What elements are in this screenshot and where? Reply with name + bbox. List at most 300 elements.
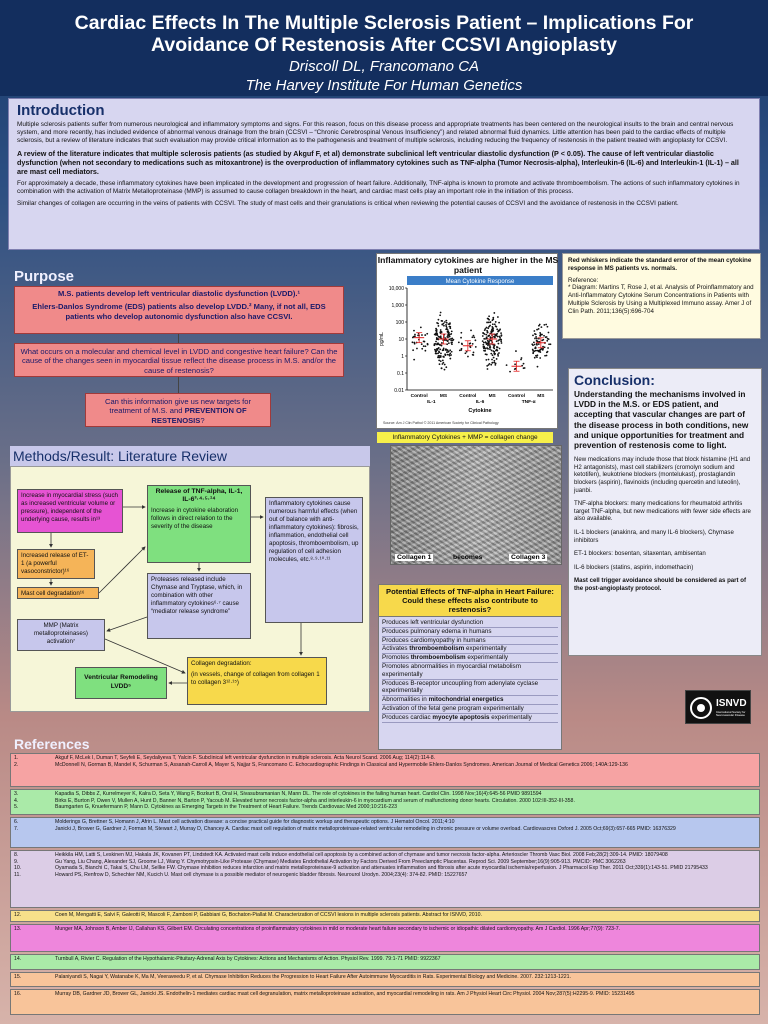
data-point [470, 329, 472, 331]
whisker-note [562, 253, 761, 339]
data-point [435, 328, 437, 330]
data-point [534, 344, 536, 346]
reference-item [14, 956, 755, 963]
data-point [444, 369, 446, 371]
data-point [485, 338, 487, 340]
y-tick-label: 1 [401, 354, 404, 360]
reference-group [10, 850, 760, 908]
isnvd-logo [685, 690, 751, 724]
reference-number: 7. [14, 825, 19, 832]
data-point [535, 346, 537, 348]
reference-number: 13. [14, 926, 22, 932]
reference-number: 6. [14, 819, 19, 825]
data-point [445, 366, 447, 368]
chart-title: Mean Cytokine Response [445, 279, 515, 285]
data-point [416, 348, 418, 350]
methods-heading: Methods/Result: Literature Review [10, 446, 370, 466]
data-point [536, 340, 538, 342]
data-point [423, 345, 425, 347]
reference-group [10, 789, 760, 815]
data-point [539, 351, 541, 353]
data-point [501, 342, 503, 344]
data-point [497, 336, 499, 338]
data-point [448, 350, 450, 352]
data-point [464, 352, 466, 354]
data-point [514, 363, 516, 365]
data-point [439, 314, 441, 316]
tnf-effect-item [382, 619, 558, 628]
data-point [532, 349, 534, 351]
data-point [450, 338, 452, 340]
data-point [483, 346, 485, 348]
purpose-box-3-line1: Can this information give us new targets for treatment of M.S. and [104, 397, 252, 416]
data-point [467, 356, 469, 358]
data-point [487, 368, 489, 370]
data-point [493, 346, 495, 348]
data-point [484, 328, 486, 330]
data-point [498, 322, 500, 324]
data-point [441, 320, 443, 322]
data-point [438, 351, 440, 353]
data-point [515, 350, 517, 352]
tnf-effect-item [382, 628, 558, 637]
data-point [446, 322, 448, 324]
data-point [486, 330, 488, 332]
collagen-micrograph [390, 445, 562, 565]
conclusion-heading: Conclusion: [574, 372, 655, 388]
data-point [420, 326, 422, 328]
data-point [439, 363, 441, 365]
collagen-label-mid: becomes [453, 554, 483, 561]
data-point [546, 340, 548, 342]
data-point [449, 352, 451, 354]
data-point [489, 321, 491, 323]
reference-item [14, 991, 755, 998]
purpose-box-1-line2: Ehlers-Danlos Syndrome (EDS) patients also develop LVDD.² Many, if not all, EDS patients who develop autonomic dysfunction also have CCSVI. [32, 302, 326, 321]
data-point [475, 339, 477, 341]
data-point [487, 327, 489, 329]
collagen-label-3: Collagen 3 [511, 554, 546, 561]
data-point [492, 323, 494, 325]
collagen-caption: Inflammatory Cytokines + MMP = collagen change [377, 432, 553, 443]
data-point [535, 336, 537, 338]
data-point [444, 321, 446, 323]
flow-tnf-body: Increase in cytokine elaboration follows in direct relation to the severity of the disease [151, 507, 239, 530]
data-point [441, 367, 443, 369]
data-point [482, 344, 484, 346]
data-point [435, 341, 437, 343]
data-point [460, 337, 462, 339]
data-point [497, 316, 499, 318]
data-point [425, 345, 427, 347]
data-point [489, 346, 491, 348]
data-point [483, 338, 485, 340]
institute: The Harvey Institute For Human Genetics [245, 77, 523, 94]
reference-item [14, 852, 755, 859]
methods-flowchart [10, 466, 370, 712]
x-group-label: IL-1 [427, 400, 436, 405]
data-point [452, 339, 454, 341]
data-point [447, 354, 449, 356]
whisker-note-heading: Red whiskers indicate the standard error of the mean cytokine response in MS patients vs. normals. [568, 257, 752, 272]
conclusion-lead: Understanding the mechanisms involved in LVDD in the M.S. or EDS patient, and accepting that vascular changes are part of the disease process in both conditions, new and unique opportunities for treatment and prevention of restenosis come to light. [574, 389, 749, 451]
data-point [436, 353, 438, 355]
data-point [532, 334, 534, 336]
data-point [486, 322, 488, 324]
data-point [523, 363, 525, 365]
data-point [491, 350, 493, 352]
data-point [543, 324, 545, 326]
reference-number: 4. [14, 797, 19, 804]
data-point [483, 342, 485, 344]
data-point [491, 359, 493, 361]
intro-paragraph-4: Similar changes of collagen are occurring in the veins of patients with CCSVI. The study of mast cells and their granulations is critical when reviewing the potential causes of CCSVI and the avoidance of restenosis in the CCSVI patient. [17, 200, 679, 207]
tnf-effect-emphasis: thromboembolism [410, 654, 466, 662]
data-point [538, 328, 540, 330]
data-point [495, 334, 497, 336]
reference-number: 5. [14, 804, 19, 811]
reference-item [14, 797, 755, 805]
purpose-box-1-line1: M.S. patients develop left ventricular diastolic dysfunction (LVDD).¹ [57, 289, 301, 298]
data-point [540, 334, 542, 336]
tnf-effects-panel [378, 584, 562, 750]
reference-number: 11. [14, 871, 21, 878]
reference-text: Gu Yang, Liu Chang, Alexander SJ, Groome LJ, Wang Y. Chymotrypsin-Like Protease (Chymase) Mediates Endothelial Activation by Factors Derived From Preeclamptic Placentas. Reprod Sci. 2009 September;16(9):905-913. PMCID: PMC 3062263 [55, 858, 626, 865]
reference-text: Turnbull A, Rivier C. Regulation of the Hypothalamic-Pituitary-Adrenal Axis by Cytokines: Actions and Mechanisms of Action. Physiol Rev. 1999. 79:1-71 PMID: 9922367 [55, 956, 441, 962]
data-point [438, 359, 440, 361]
reference-text: Janicki J, Brower G, Gardner J, Forman M, Stewart J, Murray D, Chancey A. Cardiac mast cell regulation of matrix metalloproteinase-related ventricular remodeling in chronic pressure or volume overload. Cardiovascres Oxford J. 2005 Oct;69(3):657-665 PMID: 16376329 [55, 825, 676, 832]
data-point [494, 353, 496, 355]
data-point [487, 348, 489, 350]
flow-ventricular-remodeling: Ventricular Remodeling LVDD⁵ [75, 667, 167, 699]
flow-proteases: Proteases released include Chymase and Tryptase, which, in combination with other inflammatory cytokines⁶·⁷ cause “mediator release syndrome” [147, 573, 251, 639]
tnf-effect-text: Produces left ventricular dysfunction [382, 619, 484, 626]
data-point [448, 342, 450, 344]
data-point [533, 330, 535, 332]
reference-item [14, 825, 755, 833]
data-point [487, 335, 489, 337]
data-point [438, 325, 440, 327]
reference-group [10, 753, 760, 787]
flow-inflammatory-effects: Inflammatory cytokines cause numerous harmful effects (when out of balance with anti-inflammatory cytokines): fibrosis, inflammation, endothelial cell apoptosis, thromboembolism, up regulation of cell adhesion molecules, etc.⁸·⁹·¹⁰·¹¹ [265, 497, 363, 623]
data-point [495, 362, 497, 364]
data-point [450, 340, 452, 342]
x-tick-label: MS [537, 394, 545, 399]
data-point [424, 334, 426, 336]
data-point [550, 343, 552, 345]
reference-text: Oyamada S, Bianchi C, Takai S, Chu LM, Sellke FW. Chymase inhibition reduces infarction and matrix metalloproteinase-9 activation and attenuates inflammation and fibrosis after acute myocardial ischemia/reperfusion. J Pharmacol Exp Ther. 2011 Oct;339(1):143-51. PMID 21795433 [55, 865, 708, 872]
data-point [542, 346, 544, 348]
data-point [499, 336, 501, 338]
data-point [473, 336, 475, 338]
data-point [447, 340, 449, 342]
data-point [509, 371, 511, 373]
data-point [537, 366, 539, 368]
reference-item [14, 926, 755, 933]
data-point [413, 330, 415, 332]
poster-title-line2: Avoidance Of Restenosis After CCSVI Angioplasty [151, 34, 617, 56]
data-point [423, 340, 425, 342]
data-point [445, 324, 447, 326]
data-point [491, 326, 493, 328]
data-point [482, 335, 484, 337]
data-point [492, 331, 494, 333]
data-point [413, 359, 415, 361]
x-tick-label: MS [488, 394, 496, 399]
data-point [442, 362, 444, 364]
data-point [438, 319, 440, 321]
data-point [538, 325, 540, 327]
purpose-arrow-2 [178, 377, 179, 393]
tnf-effect-item [382, 645, 558, 654]
purpose-box-3 [85, 393, 271, 427]
data-point [470, 346, 472, 348]
whisker-note-ref-label: Reference: [568, 276, 599, 284]
data-point [488, 319, 490, 321]
tnf-effect-emphasis: thromboembolism [409, 645, 465, 653]
data-point [548, 332, 550, 334]
data-point [495, 321, 497, 323]
data-point [536, 329, 538, 331]
data-point [542, 339, 544, 341]
reference-text: Akguf F, McLek I, Duman T, Seyfeli E, Seydaliyeva T, Yalcin F. Subclinical left ventricular dysfunction in multiple sclerosis. Acta Neurol Scand. 2006 Aug; 114(2):114-8. [55, 755, 436, 761]
reference-text: Heikkila HM, Latti S, Leskinen MJ, Hakala JK, Kovanen PT, Lindstedt KA. Activated mast cells induce endothelial cell apoptosis by a combined action of chymase and tumor necrosis factor-alpha. Arterioscler Thromb Vasc Biol. 2008 Feb;28(2):309-14. PMID: 18079408 [55, 852, 668, 858]
data-point [488, 359, 490, 361]
data-point [489, 348, 491, 350]
tnf-effect-item [382, 705, 558, 714]
reference-text: Molderings G, Brettner S, Homann J, Afrin L. Mast cell activation disease: a concise practical guide for diagnostic workup and therapeutic options. J Hematol Oncol. 2011;4:10 [55, 819, 455, 825]
data-point [412, 349, 414, 351]
tnf-effect-text: Promotes [382, 654, 411, 662]
data-point [475, 346, 477, 348]
reference-group [10, 924, 760, 952]
data-point [446, 327, 448, 329]
data-point [440, 352, 442, 354]
data-point [417, 334, 419, 336]
data-point [472, 343, 474, 345]
data-point [448, 338, 450, 340]
data-point [498, 330, 500, 332]
data-point [426, 333, 428, 335]
data-point [545, 324, 547, 326]
purpose-arrow-1 [178, 334, 179, 343]
data-point [436, 348, 438, 350]
data-point [494, 364, 496, 366]
tnf-effect-text-post: experimentally [464, 645, 507, 653]
purpose-box-2: What occurs on a molecular and chemical level in LVDD and congestive heart failure? Can the cause of the changes seen in myocardial tissue reflect the disease process in M.S. and/or the cause of restenosis? [14, 343, 344, 377]
reference-number: 12. [14, 912, 22, 918]
data-point [497, 343, 499, 345]
data-point [444, 364, 446, 366]
data-point [487, 332, 489, 334]
data-point [546, 351, 548, 353]
collagen-label-1: Collagen 1 [397, 554, 432, 561]
data-point [533, 341, 535, 343]
data-point [439, 348, 441, 350]
data-point [488, 315, 490, 317]
data-point [449, 326, 451, 328]
reference-text: Howard PS, Renfrow D, Schechter NM, Kucich U. Mast cell chymase is a possible mediator of neurogenic bladder fibrosis. Neurourol Urodyn. 2004;23(4): 374-82. PMID: 15227657 [55, 871, 468, 878]
reference-number: 9. [14, 858, 19, 865]
data-point [461, 343, 463, 345]
data-point [547, 326, 549, 328]
logo-subtitle: International Society for Neurovascular Disease [716, 710, 746, 718]
tnf-effect-text: Activation of the fetal gene program experimentally [382, 704, 524, 712]
data-point [436, 334, 438, 336]
purpose-box-1 [14, 286, 344, 334]
reference-group [10, 910, 760, 922]
data-point [493, 357, 495, 359]
tnf-effect-emphasis: mitochondrial energetics [428, 696, 504, 704]
data-point [445, 339, 447, 341]
data-point [440, 329, 442, 331]
reference-text: Munger MA, Johnson B, Amber IJ, Callahan KS, Gilbert EM. Circulating concentrations of proinflammatory cytokines in mild or moderate heart failure secondary to ischemic or idiopathic dilated cardiomyopathy. Am J Cardiol. 1996 Apr;77(9): 723-7. [55, 926, 621, 932]
data-point [540, 326, 542, 328]
conclusion-p3: IL-1 blockers (anakinra, and many IL-6 blockers), Chymase inhibitors [574, 528, 734, 544]
reference-item [14, 819, 755, 826]
data-point [496, 340, 498, 342]
data-point [497, 340, 499, 342]
reference-number: 3. [14, 791, 19, 797]
data-point [421, 334, 423, 336]
data-point [489, 325, 491, 327]
intro-paragraph-1: Multiple sclerosis patients suffer from numerous neurological and inflammatory symptoms and signs. For this reason, focus on this disease process and appropriate treatments has been centered on the neurological insults to the brain and central nervous system, and more recently, has included evidence of abnormal venous drainage from the brain (CCSVI – “Chronic Cerebrospinal Venous Insufficiency”) and related abnormal fluid dynamics. Little attention has been paid to the cardiac effects of multiple sclerosis, but a review of literature indicates that such evaluation may provide critical information as to the pathogenesis and treatment of multiple sclerosis, including reducing the frequency of restenosis in the patient treated with angioplasty for CCSVI. [17, 121, 734, 144]
data-point [421, 343, 423, 345]
data-point [488, 364, 490, 366]
data-point [447, 332, 449, 334]
data-point [460, 332, 462, 334]
tnf-effect-text: Abnormalities in [382, 696, 429, 704]
flow-tnf-title: Release of TNF-alpha, IL-1, IL-6³·⁴·⁵·¹⁴ [155, 488, 243, 503]
data-point [473, 352, 475, 354]
data-point [427, 344, 429, 346]
reference-text: Baumgarten G, Knuefermann P, Mann D. Cytokines as Emerging Targets in the Treatment of Heart Failure. Trends Cardiovasc Med 2000;10:216-223 [55, 804, 398, 811]
data-point [449, 323, 451, 325]
data-point [472, 354, 474, 356]
data-point [485, 334, 487, 336]
data-point [437, 323, 439, 325]
data-point [535, 355, 537, 357]
data-point [539, 357, 541, 359]
intro-paragraph-2: A review of the literature indicates that multiple sclerosis patients (as studied by Akguf F, et al) demonstrate subclinical left ventricular diastolic dysfunction (P < 0.05). The cause of left ventricular diastolic dysfunction (when not secondary to medications such as mitoxantrone) is the overproduction of inflammatory cytokines such as TNF-alpha (Tumor Necrosis-alpha), Interleukin-6 (IL-6) and Interleukin-1 (IL-1) – all are mast cell mediators. [17, 149, 739, 176]
data-point [458, 341, 460, 343]
data-point [486, 354, 488, 356]
data-point [514, 368, 516, 370]
reference-group [10, 972, 760, 987]
data-point [435, 330, 437, 332]
data-point [449, 349, 451, 351]
tnf-effect-item [382, 680, 558, 697]
reference-item [14, 974, 755, 981]
introduction-panel [8, 98, 760, 250]
conclusion-panel [568, 368, 762, 656]
reference-number: 15. [14, 974, 22, 980]
data-point [440, 360, 442, 362]
data-point [543, 335, 545, 337]
data-point [499, 348, 501, 350]
data-point [542, 349, 544, 351]
x-tick-label: MS [439, 394, 448, 399]
reference-text: McDonnell N, Gorman B, Mandel K, Schurman S, Assanah-Carroll A, Mayer S, Najjar S, Francomano C. Echocardiographic Findings in Classical and Hypermobile Ehlers-Danlos Syndromes. American Journal of Medical Genetics 2006; 140A:129-136 [55, 761, 628, 768]
reference-text: Coen M, Mengatti E, Salvi F, Galeotti R, Mascoli F, Zamboni P, Gabbiani G, Bochaton-Piallat M. Characterization of CCSVI lesions in multiple sclerosis patients. Abstract for ISNVD, 2010. [55, 912, 482, 918]
x-group-label: IL-6 [475, 400, 485, 405]
x-axis-label: Cytokine [468, 408, 492, 414]
reference-group [10, 989, 760, 1015]
tnf-effect-item [382, 663, 558, 680]
reference-item [14, 912, 755, 919]
tnf-effect-text: Activates [382, 645, 410, 653]
y-tick-label: 0.1 [397, 371, 404, 377]
data-point [521, 357, 523, 359]
data-point [435, 351, 437, 353]
data-point [449, 336, 451, 338]
data-point [495, 325, 497, 327]
data-point [492, 319, 494, 321]
data-point [421, 348, 423, 350]
x-tick-label: Control [459, 394, 477, 399]
tnf-effect-emphasis: myocyte apoptosis [432, 713, 490, 721]
data-point [451, 351, 453, 353]
data-point [496, 346, 498, 348]
data-point [496, 358, 498, 360]
data-point [540, 349, 542, 351]
reference-group [10, 817, 760, 848]
cytokine-chart [377, 276, 559, 420]
data-point [490, 331, 492, 333]
data-point [497, 355, 499, 357]
reference-item [14, 804, 755, 811]
data-point [500, 340, 502, 342]
data-point [439, 344, 441, 346]
tnf-effect-text: Produces B-receptor uncoupling from adenylate cyclase experimentally [382, 679, 539, 695]
data-point [449, 358, 451, 360]
flow-mmp-activation: MMP (Matrix metalloproteinases) activation⁷ [17, 619, 105, 651]
data-point [436, 343, 438, 345]
logo-name: ISNVD [716, 698, 747, 709]
data-point [485, 359, 487, 361]
data-point [469, 343, 471, 345]
data-point [439, 331, 441, 333]
data-point [493, 312, 495, 314]
data-point [493, 360, 495, 362]
tnf-effect-item [382, 714, 558, 723]
intro-paragraph-3: For approximately a decade, these inflammatory cytokines have been implicated in the development and progression of heart failure. Additionally, TNF-alpha is known to promote and activate thromboembolism. The actions of such inflammatory cytokines in combination with the activation of Matrix Metalloproteinase (MMP) is assumed to cause collagen breakdown in the heart, and cardiac mast cells play an important role in the initiation of this process. [17, 180, 740, 195]
cytokine-chart-panel [376, 253, 558, 429]
data-point [487, 318, 489, 320]
data-point [499, 328, 501, 330]
data-point [493, 336, 495, 338]
conclusion-p4: ET-1 blockers: bosentan, sitaxentan, ambisentan [574, 550, 706, 558]
data-point [412, 341, 414, 343]
y-tick-label: 100 [395, 320, 404, 326]
conclusion-p2: TNF-alpha blockers: many medications for rheumatoid arthritis target TNF-alpha, but new medications with fewer side effects are also available. [574, 500, 751, 523]
data-point [495, 350, 497, 352]
data-point [500, 339, 502, 341]
reference-item [14, 755, 755, 762]
data-point [446, 349, 448, 351]
data-point [521, 365, 523, 367]
data-point [484, 350, 486, 352]
data-point [491, 362, 493, 364]
data-point [532, 352, 534, 354]
x-tick-label: Control [507, 394, 526, 399]
purpose-box-3-end: ? [200, 415, 205, 425]
reference-item [14, 761, 755, 769]
tnf-effect-text-post: experimentally [489, 713, 532, 721]
data-point [497, 353, 499, 355]
tnf-effects-heading: Potential Effects of TNF-alpha in Heart Failure: Could these effects also contribute to restenosis? [379, 585, 561, 617]
introduction-heading: Introduction [17, 102, 105, 119]
